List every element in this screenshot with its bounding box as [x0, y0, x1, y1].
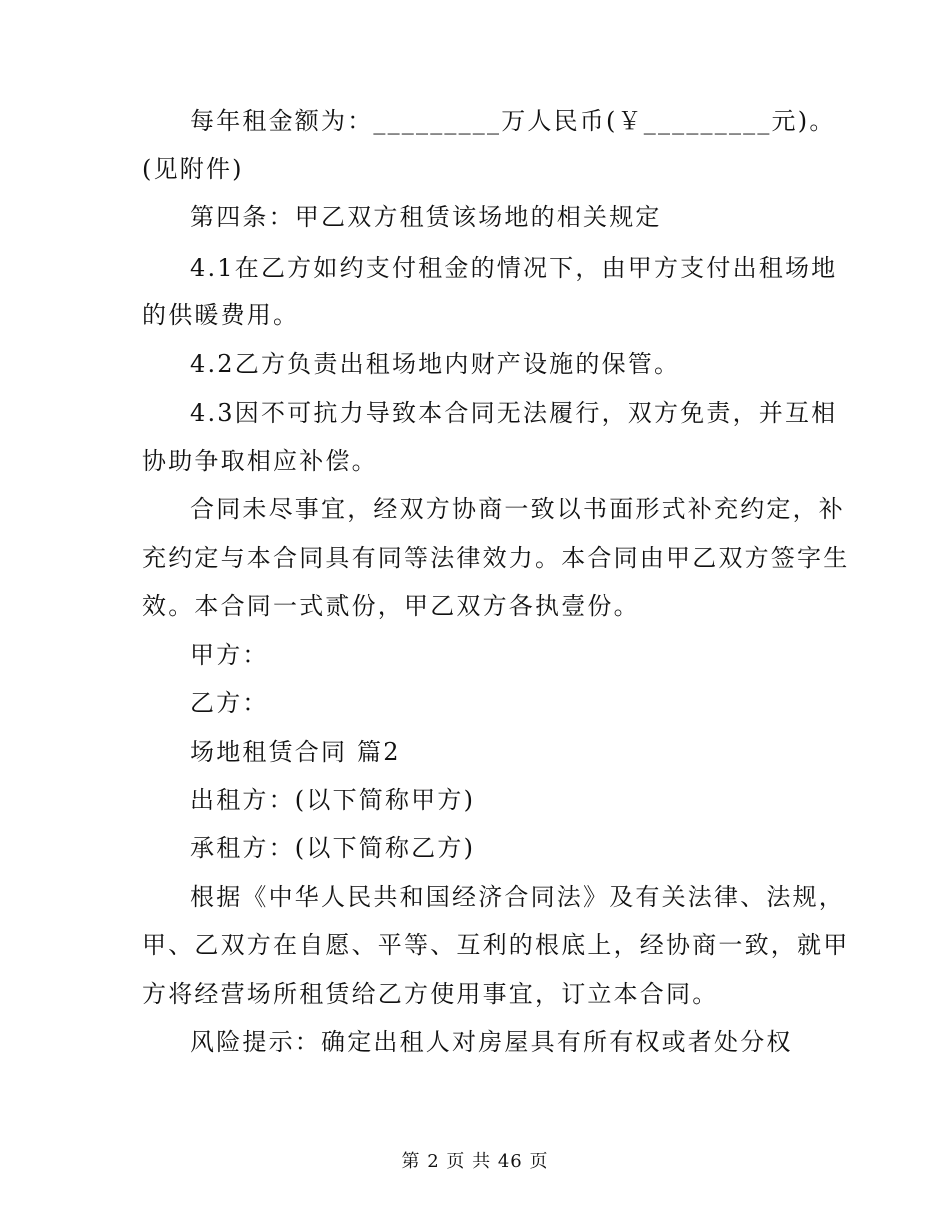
party-a-label: 甲方：: [190, 641, 269, 669]
clause-4-3-line-1: 4.3因不可抗力导致本合同无法履行，双方免责，并互相: [190, 399, 838, 427]
risk-warning-line: 风险提示：确定出租人对房屋具有所有权或者处分权: [190, 1028, 793, 1056]
basis-line-3: 方将经营场所租赁给乙方使用事宜，订立本合同。: [142, 980, 719, 1008]
page-footer: 第 2 页 共 46 页: [401, 1151, 549, 1172]
clause-4-1-line-1: 4.1在乙方如约支付租金的情况下，由甲方支付出租场地: [190, 254, 838, 282]
see-attachment-line: (见附件): [142, 155, 244, 183]
supplement-line-3: 效。本合同一式贰份，甲乙双方各执壹份。: [142, 592, 640, 620]
article-four-heading: 第四条：甲乙双方租赁该场地的相关规定: [190, 203, 662, 231]
basis-line-1: 根据《中华人民共和国经济合同法》及有关法律、法规，: [190, 883, 845, 911]
clause-4-2-line: 4.2乙方负责出租场地内财产设施的保管。: [190, 350, 681, 378]
rent-amount-line: 每年租金额为：_________万人民币(￥_________元)。: [190, 107, 836, 135]
contract-title-part-2: 场地租赁合同 篇2: [190, 738, 401, 766]
clause-4-1-line-2: 的供暖费用。: [142, 301, 300, 329]
lessee-line: 承租方：(以下简称乙方): [190, 834, 476, 862]
basis-line-2: 甲、乙双方在自愿、平等、互利的根底上，经协商一致，就甲: [142, 931, 850, 959]
party-b-label: 乙方：: [190, 689, 269, 717]
supplement-line-1: 合同未尽事宜，经双方协商一致以书面形式补充约定，补: [190, 495, 845, 523]
clause-4-3-line-2: 协助争取相应补偿。: [142, 447, 378, 475]
supplement-line-2: 充约定与本合同具有同等法律效力。本合同由甲乙双方签字生: [142, 544, 850, 572]
lessor-line: 出租方：(以下简称甲方): [190, 786, 476, 814]
